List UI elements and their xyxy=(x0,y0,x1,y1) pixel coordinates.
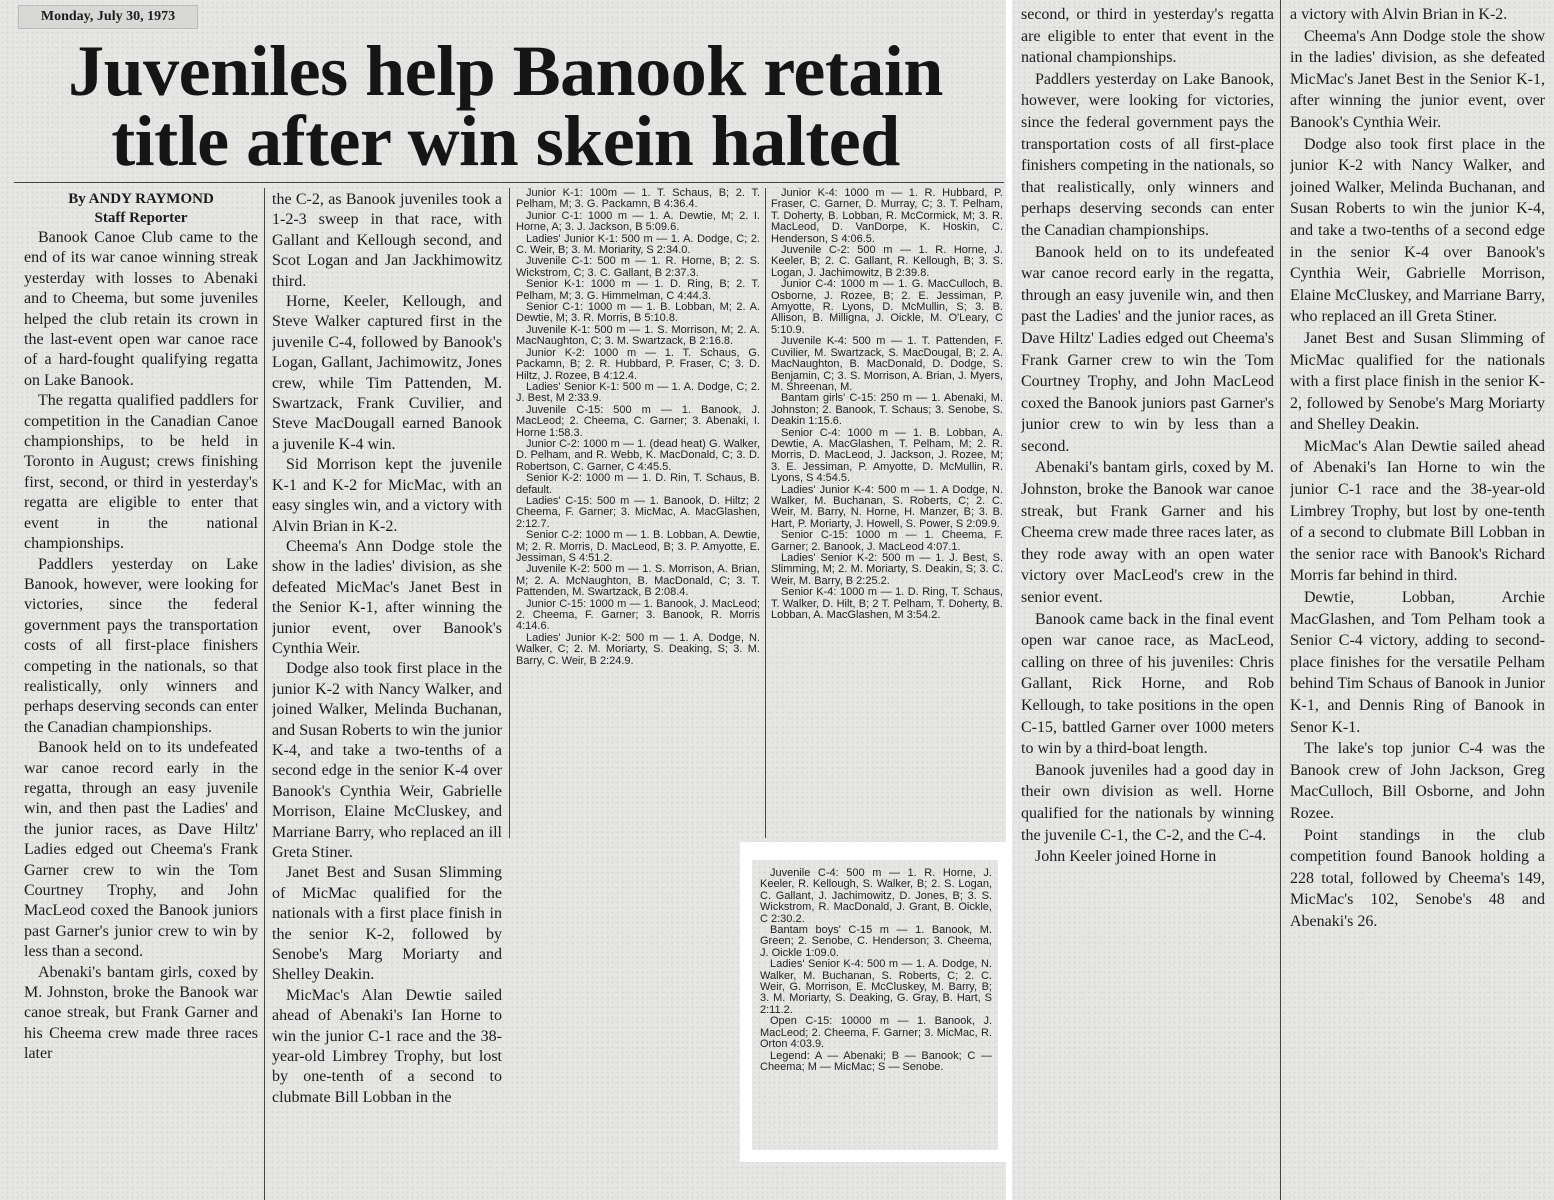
race-result: Juvenile K-2: 500 m — 1. S. Morrison, A. Brian, M; 2. A. McNaughton, B. MacDonald, C; 3. T. Pattenden, M. Swartzack, B 2:08.4. xyxy=(516,563,760,599)
article-paragraph: The regatta qualified paddlers for competition in the Canadian Canoe championships, to be held in Toronto in August; crews finishing first, second, or third in yesterday's regatta are eligible to enter that event in the national championships. xyxy=(24,392,258,553)
race-result: Juvenile C-1: 500 m — 1. R. Horne, B; 2. S. Wickstrom, C; 3. C. Gallant, B 2:37.3. xyxy=(516,255,760,279)
article-paragraph: Banook held on to its undefeated war canoe record early in the regatta, through an easy juvenile win, and then past the Ladies' and the junior races, as Dave Hiltz' Ladies edged out Cheema's Frank Garner crew to win the Tom Courtney Trophy, and John MacLeod coxed the Banook juniors past Garner's junior crew to win by less than a second. xyxy=(1021,243,1274,455)
race-result: Junior K-1: 100m — 1. T. Schaus, B; 2. T. Pelham, M; 3. G. Packamn, B 4:36.4. xyxy=(516,188,760,211)
results-column-3 xyxy=(760,868,992,1144)
article-column-6 xyxy=(1290,4,1545,1194)
article-paragraph: Janet Best and Susan Slimming of MicMac qualified for the nationals with a first place finish in the senior K-2, followed by Senobe's Marg Moriarty and Shelley Deakin. xyxy=(1290,329,1545,434)
race-result: Senior C-1: 1000 m — 1. B. Lobban, M; 2. A. Dewtie, M; 3. R. Morris, B 5:10.8. xyxy=(516,301,760,325)
race-result: Bantam boys' C-15 m — 1. Banook, M. Green; 2. Senobe, C. Henderson; 3. Cheema, J. Oickle 1:09.0. xyxy=(760,924,992,959)
race-result: Legend: A — Abenaki; B — Banook; C — Cheema; M — MicMac; S — Senobe. xyxy=(760,1049,992,1073)
headline-line-1: Juveniles help Banook retain xyxy=(68,31,943,111)
article-paragraph: John Keeler joined Horne in xyxy=(1035,848,1217,866)
race-result: Senior K-4: 1000 m — 1. D. Ring, T. Schaus, T. Walker, D. Hilt, B; 2 T. Pelham, T. Doherty, B. Lobban, A. MacGlashen, M 3:54.2. xyxy=(771,586,1003,622)
race-result: Ladies' Junior K-2: 500 m — 1. A. Dodge, N. Walker, C; 2. M. Moriarty, S. Deaking, S; 3. M. Barry, C. Weir, B 2:24.9. xyxy=(516,631,760,667)
race-result: Juvenile C-2: 500 m — 1. R. Horne, J. Keeler, B; 2. C. Gallant, R. Kellough, B; 3. S. Logan, J. Jachimowitz, B 2:39.8. xyxy=(771,244,1003,279)
article-paragraph: the C-2, as Banook juveniles took a 1-2-3 sweep in that race, with Gallant and Kellough second, and Scot Logan and Jan Jackhimowitz third. xyxy=(272,191,502,290)
race-result: Junior C-15: 1000 m — 1. Banook, J. MacLeod; 2. Cheema, F. Garner; 3. Banook, R. Morris 4:14.6. xyxy=(516,597,760,633)
article-paragraph: Dodge also took first place in the junior K-2 with Nancy Walker, and joined Walker, Melinda Buchanan, and Susan Roberts to win the junior K-4, and take a two-tenths of a second edge in the senior K-4 over Banook's Cynthia Weir, Gabrielle Morrison, Elaine McCluskey, and Marriane Barry, who replaced an ill Greta Stiner. xyxy=(1290,135,1545,326)
column-rule xyxy=(1280,0,1281,1200)
article-paragraph: Cheema's Ann Dodge stole the show in the ladies' division, as she defeated MicMac's Janet Best in the Senior K-1, after winning the junior event, over Banook's Cynthia Weir. xyxy=(1290,27,1545,131)
column-rule xyxy=(264,188,265,1200)
race-result: Senior C-15: 1000 m — 1. Cheema, F. Garner; 2. Banook, J. MacLeod 4:07.1. xyxy=(771,529,1003,553)
byline-role: Staff Reporter xyxy=(94,210,188,226)
race-result: Ladies' Senior K-4: 500 m — 1. A. Dodge, N. Walker, M. Buchanan, S. Roberts, C; 2. C. Weir, G. Morrison, E. McCluskey, M. Barry, B; 3. M. Moriarty, S. Deaking, G. Gray, B. Hart, S 2:11.2. xyxy=(760,958,992,1016)
article-paragraph: Abenaki's bantam girls, coxed by M. Johnston, broke the Banook war canoe streak, but Frank Garner and his Cheema crew made three races later xyxy=(24,963,258,1063)
column-rule xyxy=(509,188,510,838)
article-paragraph: Point standings in the club competition found Banook holding a 228 total, followed by Cheema's 149, MicMac's 102, Senobe's 48 and Abenaki's 26. xyxy=(1290,826,1545,930)
race-result: Juvenile C-15: 500 m — 1. Banook, J. MacLeod; 2. Cheema, C. Garner; 3. Abenaki, I. Horne 1:58.3. xyxy=(516,403,760,439)
publication-date: Monday, July 30, 1973 xyxy=(18,5,198,29)
race-result: Senior C-4: 1000 m — 1. B. Lobban, A. Dewtie, A. MacGlashen, T. Pelham, M; 2. R. Morris, D. MacLeod, J. Jackson, J. Rozee, M; 3. E. Jessiman, P. Amyotte, D. McMullin, R. Lyons, S 4:54.5. xyxy=(771,426,1003,485)
article-paragraph: MicMac's Alan Dewtie sailed ahead of Abenaki's Ian Horne to win the junior C-1 race and the 38-year-old Limbrey Trophy, but lost by one-tenth of a second to clubmate Bill Lobban in the senior race with Banook's Richard Morris far behind in third. xyxy=(1290,437,1545,585)
race-result: Junior K-2: 1000 m — 1. T. Schaus, G. Packamn, B; 2. R. Hubbard, P. Fraser, C; 3. D. Hiltz, J. Rozee, B 4:12.4. xyxy=(516,346,760,382)
article-paragraph: Cheema's Ann Dodge stole the show in the ladies' division, as she defeated MicMac's Janet Best in the Senior K-1, after winning the junior event, over Banook's Cynthia Weir. xyxy=(272,537,502,657)
article-paragraph: second, or third in yesterday's regatta are eligible to enter that event in the national championships. xyxy=(1021,6,1274,67)
race-result: Ladies' Senior K-1: 500 m — 1. A. Dodge, C; 2. J. Best, M 2:33.9. xyxy=(516,380,760,405)
article-paragraph: Sid Morrison kept the juvenile K-1 and K-2 for MicMac, with an easy singles win, and a victory with Alvin Brian in K-2. xyxy=(272,456,502,535)
race-result: Junior K-4: 1000 m — 1. R. Hubbard, P. Fraser, C. Garner, D. Murray, C; 3. T. Pelham, T. Doherty, B. Lobban, R. McCormick, M; 3. R. MacLeod, D. VanDorpe, K. Hoskin, C. Henderson, S 4:06.5. xyxy=(771,188,1003,245)
results-column-2 xyxy=(771,188,1003,828)
race-result: Senior C-2: 1000 m — 1. B. Lobban, A. Dewtie, M; 2. R. Morris, D. MacLeod, B; 3. P. Amyotte, E. Jessiman, S 4:51.2. xyxy=(516,529,760,564)
column-rule xyxy=(765,188,766,838)
race-result: Bantam girls' C-15: 250 m — 1. Abenaki, M. Johnston; 2. Banook, T. Schaus; 3. Senobe, S. Deakin 1:15.6. xyxy=(771,392,1003,428)
race-result: Senior K-1: 1000 m — 1. D. Ring, B; 2. T. Pelham, M; 3. G. Himmelman, C 4:44.3. xyxy=(516,278,760,302)
race-result: Juvenile C-4: 500 m — 1. R. Horne, J. Keeler, R. Kellough, S. Walker, B; 2. S. Logan, C. Gallant, J. Jachimowitz, D. Jones, B; 3. S. Wickstrom, R. MacDonald, J. Grant, B. Oickle, C 2:30.2. xyxy=(760,868,992,925)
article-paragraph: Banook came back in the final event open war canoe race, as MacLeod, calling on three of his juveniles: Chris Gallant, Rick Horne, and Rob Kellough, to take positions in the open C-15, battled Garner over 1000 meters to win by a third-boat length. xyxy=(1021,610,1274,758)
article-column-5 xyxy=(1021,4,1274,1154)
race-result: Junior C-2: 1000 m — 1. (dead heat) G. Walker, D. Pelham, and R. Webb, K. MacDonald, C; 3. D. Robertson, C. Garner, C 4:45.5. xyxy=(516,437,760,473)
race-result: Ladies' Junior K-1: 500 m — 1. A. Dodge, C; 2. C. Weir, B; 3. M. Moriarity, S 2:34.0. xyxy=(516,232,760,257)
article-column-1 xyxy=(24,190,258,1200)
race-result: Juvenile K-1: 500 m — 1. S. Morrison, M; 2. A. MacNaughton, C; 3. M. Swartzack, B 2:16.8. xyxy=(516,323,760,348)
headline xyxy=(18,31,993,181)
race-result: Juvenile K-4: 500 m — 1. T. Pattenden, F. Cuvilier, M. Swartzack, S. MacDougal, B; 2. A. MacNaughton, B. MacDonald, D. Dodge, S. Benjamin, C; 3. S. Morrison, A. Brian, J. Myers, M. Shreenan, M. xyxy=(771,335,1003,393)
race-result: Open C-15: 10000 m — 1. Banook, J. MacLeod; 2. Cheema, F. Garner; 3. MicMac, R. Orton 4:03.9. xyxy=(760,1015,992,1051)
race-result: Ladies' Junior K-4: 500 m — 1. A Dodge, N. Walker, M. Buchanan, S. Roberts, C; 2. C. Weir, M. Barry, N. Horne, H. Manzer, B; 3. B. Hart, P. Moriarty, J. Howell, S. Power, S 2:09.9. xyxy=(771,483,1003,530)
article-paragraph: The lake's top junior C-4 was the Banook crew of John Jackson, Greg MacCulloch, Bill Osborne, and John Rozee. xyxy=(1290,740,1545,822)
race-result: Junior C-1: 1000 m — 1. A. Dewtie, M; 2. I. Horne, A; 3. J. Jackson, B 5:09.6. xyxy=(516,209,760,234)
race-result: Ladies' C-15: 500 m — 1. Banook, D. Hiltz; 2 Cheema, F. Garner; 3. MicMac, A. MacGlashen, 2:12.7. xyxy=(516,494,760,530)
divider xyxy=(14,182,1004,183)
article-paragraph: Paddlers yesterday on Lake Banook, however, were looking for victories, since the federal government pays the transportation costs of all first-place finishers competing in the nationals, so that realistically, only winners and perhaps deserving seconds can enter the Canadian championships. xyxy=(1021,70,1274,239)
race-result: Ladies' Senior K-2: 500 m — 1. J. Best, S. Slimming, M; 2. M. Moriarty, S. Deakin, S; 3. C. Weir, M. Barry, B 2:25.2. xyxy=(771,552,1003,587)
newspaper-clipping-continued xyxy=(1012,0,1554,1200)
article-paragraph: Banook held on to its undefeated war canoe record early in the regatta, through an easy juvenile win, and then past the Ladies' and the junior races, as Dave Hiltz' Ladies edged out Cheema's Frank Garner crew to win the Tom Courtney Trophy, and John MacLeod coxed the Banook juniors past Garner's junior crew to win by less than a second. xyxy=(24,739,258,961)
article-paragraph: Banook juveniles had a good day in their own division as well. Horne qualified for the nationals by winning the juvenile C-1, the C-2, and the C-4. xyxy=(1021,761,1274,844)
article-paragraph: a victory with Alvin Brian in K-2. xyxy=(1290,6,1508,23)
race-result: Senior K-2: 1000 m — 1. D. Rin, T. Schaus, B. default. xyxy=(516,472,760,496)
article-paragraph: Banook Canoe Club came to the end of its war canoe winning streak yesterday with losses to Abenaki and to Cheema, but some juveniles helped the club retain its crown in the last-event open war canoe race of a hard-fought qualifying regatta on Lake Banook. xyxy=(24,229,258,389)
results-column-1 xyxy=(516,188,760,838)
article-paragraph: Paddlers yesterday on Lake Banook, however, were looking for victories, since the federal government pays the transportation costs of all first-place finishers competing in the nationals, so that realistically, only winners and perhaps deserving seconds can enter the Canadian championships. xyxy=(24,555,258,736)
results-clipping xyxy=(752,860,998,1150)
article-paragraph: Dewtie, Lobban, Archie MacGlashen, and Tom Pelham took a Senior C-4 victory, adding to second-place finishes for the versatile Pelham behind Tim Schaus of Banook in Junior K-1, and Dennis Ring of Banook in Senor K-1. xyxy=(1290,589,1545,736)
article-paragraph: Janet Best and Susan Slimming of MicMac qualified for the nationals with a first place finish in the senior K-2, followed by Senobe's Marg Moriarty and Shelley Deakin. xyxy=(272,864,502,984)
article-paragraph: Horne, Keeler, Kellough, and Steve Walker captured first in the juvenile C-4, followed by Banook's Logan, Gallant, Jachimowitz, Jones crew, while Tim Pattenden, M. Swartzack, Frank Cuvilier, and Steve MacDougall earned Banook a juvenile K-4 win. xyxy=(272,293,502,453)
byline-author: By ANDY RAYMOND xyxy=(68,191,214,207)
article-paragraph: Abenaki's bantam girls, coxed by M. Johnston, broke the Banook war canoe streak, but Frank Garner and his Cheema crew made three races later, as they rode away with an open water victory over MacLeod's crew in the senior event. xyxy=(1021,459,1274,607)
article-paragraph: MicMac's Alan Dewtie sailed ahead of Abenaki's Ian Horne to win the junior C-1 race and the 38-year-old Limbrey Trophy, but lost by one-tenth of a second to clubmate Bill Lobban in the xyxy=(272,986,502,1106)
race-result: Junior C-4: 1000 m — 1. G. MacCulloch, B. Osborne, J. Rozee, B; 2. E. Jessiman, P. Amyotte, R. Lyons, D. McMullin, S; 3. B. Allison, B. Milligna, J. Oickle, M. O'Leary, C 5:10.9. xyxy=(771,278,1003,336)
headline-line-2: title after win skein halted xyxy=(111,101,900,181)
article-paragraph: Dodge also took first place in the junior K-2 with Nancy Walker, and joined Walker, Melinda Buchanan, and Susan Roberts to win the junior K-4, and take a two-tenths of a second edge in the senior K-4 over Banook's Cynthia Weir, Gabrielle Morrison, Elaine McCluskey, and Marriane Barry, who replaced an ill Greta Stiner. xyxy=(272,660,502,861)
article-column-2 xyxy=(272,190,502,1200)
